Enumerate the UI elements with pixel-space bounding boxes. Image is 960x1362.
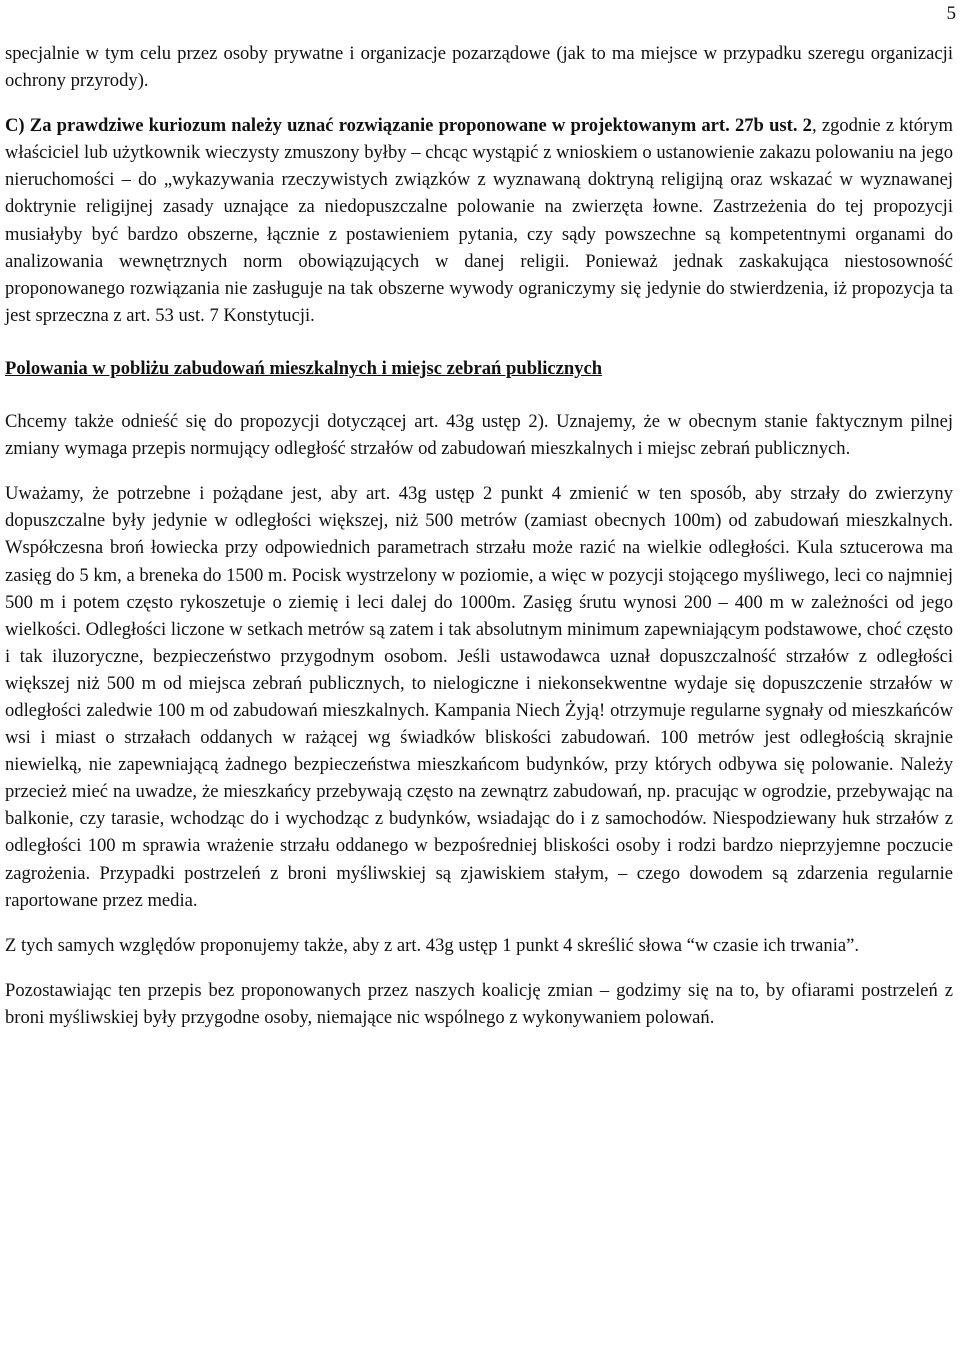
page-number: 5 [946, 3, 956, 24]
paragraph-2-bold-lead: C) Za prawdziwe kuriozum należy uznać rozwiązanie proponowane w projektowanym art. 27b ust. 2 [5, 115, 812, 137]
section-heading: Polowania w pobliżu zabudowań mieszkalnych i miejsc zebrań publicznych [5, 357, 603, 379]
paragraph-1: specjalnie w tym celu przez osoby prywatne i organizacje pozarządowe (jak to ma miejsce w przypadku szeregu organizacji ochrony przyrody). [5, 43, 953, 92]
document-body [5, 40, 953, 1031]
paragraph-6: Pozostawiając ten przepis bez proponowanych przez naszych koalicję zmian – godzimy się na to, by ofiarami postrzeleń z broni myśliwskiej były przygodne osoby, niemające nic wspólnego z wykonywaniem polowań. [5, 979, 953, 1028]
paragraph-4: Uważamy, że potrzebne i pożądane jest, aby art. 43g ustęp 2 punkt 4 zmienić w ten sposób, aby strzały do zwierzyny dopuszczalne były jedynie w odległości większej, niż 500 metrów (zamiast obecnych 100m) od zabudowań mieszkalnych. Współczesna broń łowiecka przy odpowiednich parametrach strzału może razić na wielkie odległości. Kula sztucerowa ma zasięg do 5 km, a breneka do 1500 m. Pocisk wystrzelony w poziomie, a więc w pozycji stojącego myśliwego, leci co najmniej 500 m i potem często rykoszetuje o ziemię i leci dalej do 1000m. Zasięg śrutu wynosi 200 – 400 m w zależności od jego wielkości. Odległości liczone w setkach metrów są zatem i tak absolutnym minimum zapewniającym podstawowe, choć często i tak iluzoryczne, bezpieczeństwo przygodnym osobom. Jeśli ustawodawca uznał dopuszczalność strzałów z odległości większej niż 500 m od miejsca zebrań publicznych, to nielogiczne i niekonsekwentne wydaje się dopuszczenie strzałów w odległości zaledwie 100 m od zabudowań mieszkalnych. Kampania Niech Żyją! otrzymuje regularne sygnały od mieszkańców wsi i miast o strzałach oddanych w rażącej wg świadków bliskości zabudowań. 100 metrów jest odległością skrajnie niewielką, nie zapewniającą żadnego bezpieczeństwa mieszkańcom budynków, przy których odbywa się polowanie. Należy przecież mieć na uwadze, że mieszkańcy przebywają często na zewnątrz zabudowań, np. pracując w ogrodzie, przebywając na balkonie, czy tarasie, wchodząc do i wychodząc z budynków, wsiadając do i z samochodów. Niespodziewany huk strzałów z odległości 100 m sprawia wrażenie strzału oddanego w bezpośredniej bliskości osoby i rodzi bardzo nieprzyjemne poczucie zagrożenia. Przypadki postrzeleń z broni myśliwskiej są zjawiskiem stałym, – czego dowodem są zdarzenia regularnie raportowane przez media. [5, 483, 953, 911]
paragraph-3: Chcemy także odnieść się do propozycji dotyczącej art. 43g ustęp 2). Uznajemy, że w obecnym stanie faktycznym pilnej zmiany wymaga przepis normujący odległość strzałów od zabudowań mieszkalnych i miejsc zebrań publicznych. [5, 411, 953, 460]
paragraph-2 [5, 112, 953, 329]
paragraph-5: Z tych samych względów proponujemy także, aby z art. 43g ustęp 1 punkt 4 skreślić słowa “w czasie ich trwania”. [5, 934, 860, 956]
paragraph-2-body: , zgodnie z którym właściciel lub użytkownik wieczysty zmuszony byłby – chcąc wystąpić z wnioskiem o ustanowienie zakazu polowaniu na jego nieruchomości – do „wykazywania rzeczywistych związków z wyznawaną doktryną religijną oraz wskazać w wyznawanej doktrynie religijnej zasady uznające za niedopuszczalne polowanie na zwierzęta łowne. Zastrzeżenia do tej propozycji musiałyby być bardzo obszerne, łącznie z postawieniem pytania, czy sądy powszechne są kompetentnymi organami do analizowania wewnętrznych norm obowiązujących w danej religii. Ponieważ jednak zaskakująca niestosowność proponowanego rozwiązania nie zasługuje na tak obszerne wywody ograniczymy się jedynie do stwierdzenia, iż propozycja ta jest sprzeczna z art. 53 ust. 7 Konstytucji. [5, 115, 954, 326]
